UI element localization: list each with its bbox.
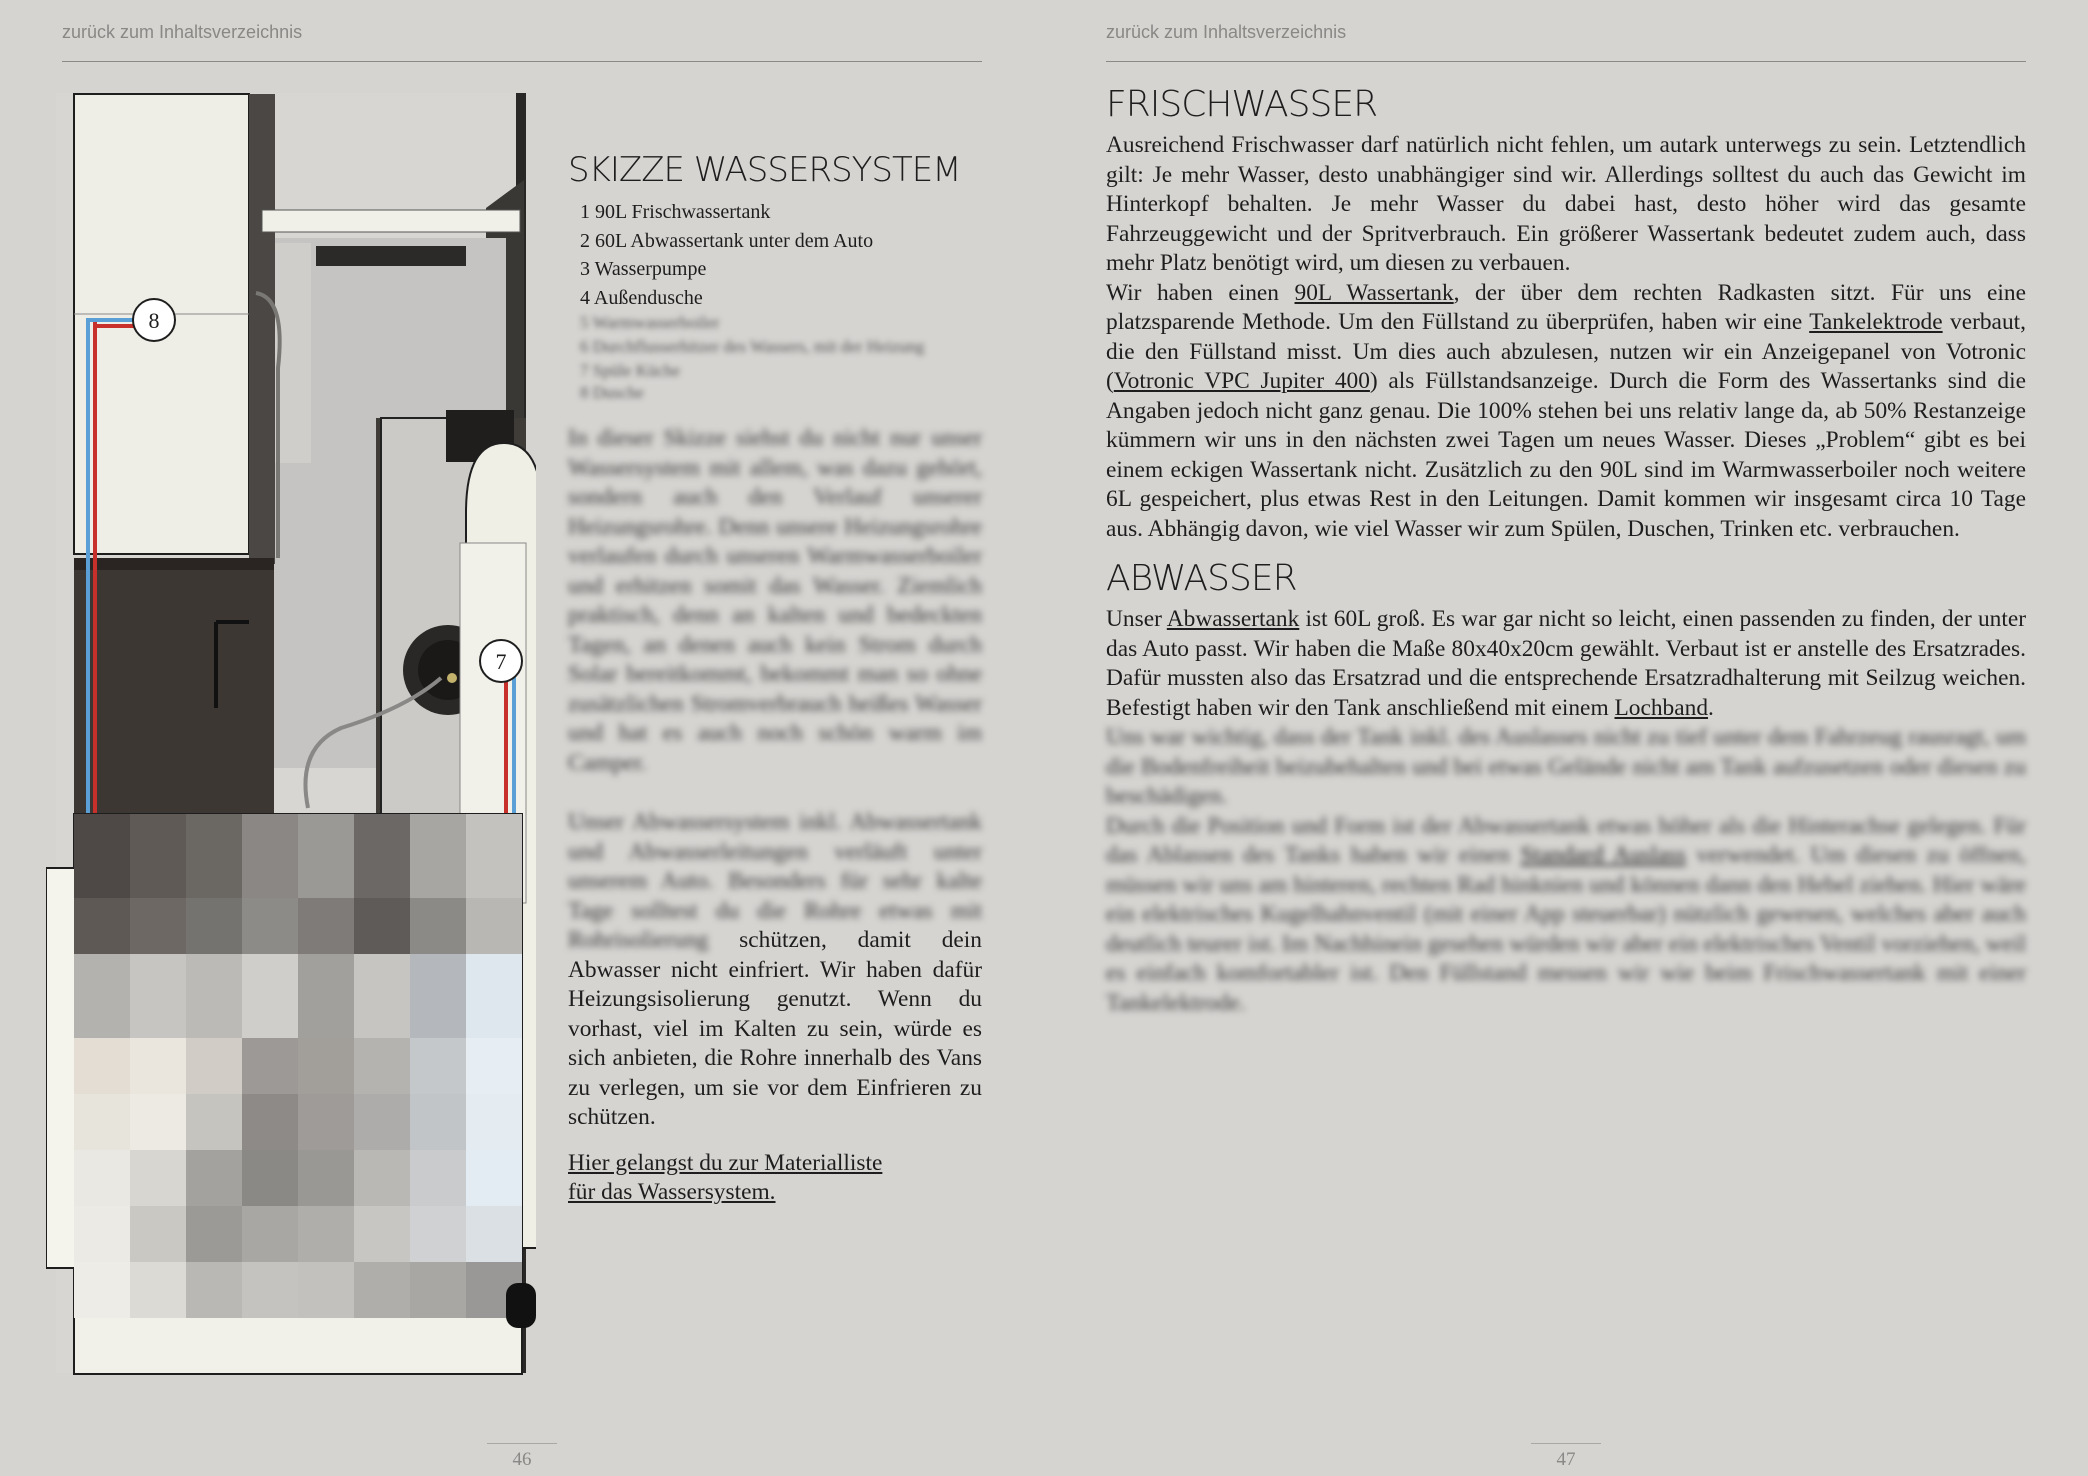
right-text-column xyxy=(1106,84,2026,1018)
wastewater-paragraph-visible: schützen, damit dein Abwasser nicht einfriert. Wir haben dafür Heizungsisolierung genutzt. Wenn du vorhast, viel im Kalten zu sein, würde es sich anbieten, die Rohre innerhalb des Vans zu verlegen, um sie vor dem Einfrieren zu schützen. xyxy=(568,927,982,1130)
legend-item: 8 Dusche xyxy=(580,383,644,402)
text-span: Unser xyxy=(1106,606,1167,632)
abwasser-paragraph-2: Uns war wichtig, dass der Tank inkl. des Auslasses nicht zu tief unter dem Fahrzeug rausragt, um die Bodenfreiheit beizubehalten und bei etwas Gelände nicht am Tank aufzusetzen oder diesen zu beschädigen. xyxy=(1106,724,2026,809)
heating-paragraph: In dieser Skizze siehst du nicht nur unser Wassersystem mit allem, was dazu gehört, sondern auch den Verlauf unserer Heizungsrohre. Denn unsere Heizungsrohre verlaufen durch unseren Warmwasserboiler und erhitzen somit das Wasser. Ziemlich praktisch, denn an kalten und bedeckten Tagen, an denen auch kein Strom durch Solar bereitkommt, bekommt man so ohne zusätzlichen Stromverbrauch heißes Wasser und hat es auch noch schön warm im Camper. xyxy=(568,425,982,776)
frischwasser-paragraph-2 xyxy=(1106,279,2026,545)
tankelektrode-link[interactable]: Tankelektrode xyxy=(1809,309,1943,335)
text-span: , der über dem rechten Radkasten sitzt. Für uns eine platzsparende Methode. Um den Füllstand zu überprüfen, haben wir eine xyxy=(1106,279,2026,335)
left-text-column xyxy=(568,150,982,1208)
votronic-link[interactable]: Votronic VPC Jupiter 400 xyxy=(1113,368,1370,394)
header-rule xyxy=(1106,61,2026,62)
back-to-toc-link[interactable]: zurück zum Inhaltsverzeichnis xyxy=(1106,22,1347,42)
standard-auslass-link[interactable]: Standard Auslass xyxy=(1520,842,1686,868)
back-to-toc-link[interactable]: zurück zum Inhaltsverzeichnis xyxy=(62,22,303,42)
marker-7-label: 7 xyxy=(495,649,507,674)
legend-item: 5 Warmwasserboiler xyxy=(580,313,720,332)
right-page xyxy=(1044,0,2088,1476)
material-link-block xyxy=(568,1149,982,1208)
frischwasser-paragraph-1: Ausreichend Frischwasser darf natürlich nicht fehlen, um autark unterwegs zu sein. Letztendlich gilt: Je mehr Wasser, desto unabhängiger sind wir. Allerdings solltest du auch das Gewicht im Hinterkopf behalten. Je mehr Wasser du dabei hast, desto höher wird das gesamte Fahrzeuggewicht und der Spritverbrauch. Ein größerer Wassertank bedeutet zudem auch, dass mehr Platz benötigt wird, um diesen zu verbauen. xyxy=(1106,132,2026,276)
abwassertank-link[interactable]: Abwassertank xyxy=(1166,606,1300,632)
page-number: 46 xyxy=(487,1443,557,1471)
text-span: verwendet. Um diesen zu öffnen, müssen wir uns am hinteren, rechten Rad hinknien und können dann den Hebel ziehen. Hier wäre ein elektrisches Kugelhahnventil (mit einer App steuerbar) nützlich gewesen, welches aber auch deutlich teurer ist. Im Nachhinein gesehen würden wir aber ein elektrisches Ventil vorziehen, weil es einfach komfortabler ist. Den Füllstand messen wir wie beim Frischwassertank mit einer Tankelektrode. xyxy=(1106,842,2027,1016)
legend-item: 7 Spüle Küche xyxy=(580,361,681,380)
legend-list xyxy=(568,198,982,404)
legend-item: 2 60L Abwassertank unter dem Auto xyxy=(580,229,874,252)
legend-item: 3 Wasserpumpe xyxy=(580,258,707,280)
text-span: Wir haben einen xyxy=(1106,279,1295,306)
legend-item: 1 90L Frischwassertank xyxy=(580,201,771,223)
text-span: . xyxy=(1708,694,1714,721)
abwasser-paragraph-3 xyxy=(1106,812,2026,1019)
text-span: ) als Füllstandsanzeige. Durch die Form des Wassertanks sind die Angaben jedoch nicht ganz genau. Die 100% stehen bei uns relativ lange da, ab 50% Restanzeige kümmern wir uns in den nächsten zwei Tagen um neues Wasser. Dieses „Problem“ gibt es bei einem eckigen Wassertank nicht. Zusätzlich zu den 90L sind im Warmwasserboiler noch weitere 6L gespeichert, plus etwas Rest in den Leitungen. Damit kommen wir insgesamt circa 10 Tage aus. Abhängig davon, wie viel Wasser wir zum Spülen, Duschen, Trinken etc. verbrauchen. xyxy=(1106,368,2026,542)
abwasser-paragraph-1 xyxy=(1106,605,2026,723)
frischwasser-heading: FRISCHWASSER xyxy=(1106,84,1378,125)
sketch-heading: SKIZZE WASSERSYSTEM xyxy=(568,150,961,190)
wastewater-paragraph-blurred: Unser Abwassersystem inkl. Abwassertank und Abwasserleitungen verläuft unter unserem Auto. Besonders für sehr kalte Tage solltest du die Rohre etwas mit Rohrisolierung xyxy=(568,809,982,953)
header-rule xyxy=(62,61,982,62)
wastewater-paragraph xyxy=(568,808,982,1133)
text-span: Durch die Position und Form ist der Abwassertank etwas höher als die Hinterachse gelegen. Für das Ablassen des Tanks haben wir einen xyxy=(1106,812,2026,868)
water-system-sketch xyxy=(46,88,536,1388)
marker-8-label: 8 xyxy=(148,308,160,333)
text-span: ist 60L groß. Es war gar nicht so leicht, einen passenden zu finden, der unter das Auto passt. Wir haben die Maße 80x40x20cm gewählt. Verbaut ist er anstelle des Ersatzrades. Dafür mussten also das Ersatzrad und die entsprechende Ersatzradhalterung mit Seilzug weichen. Befestigt haben wir den Tank anschließend mit einem xyxy=(1106,606,2027,721)
legend-item: 6 Durchflusserhitzer des Wassers, mit der Heizung xyxy=(580,337,925,356)
page-number: 47 xyxy=(1531,1443,1601,1471)
text-span: verbaut, die den Füllstand misst. Um dies auch abzulesen, nutzen wir ein Anzeigepanel von Votronic ( xyxy=(1106,309,2026,394)
material-list-link-2[interactable]: für das Wassersystem. xyxy=(568,1179,776,1205)
abwasser-heading: ABWASSER xyxy=(1106,558,1297,599)
pixelated-region xyxy=(46,814,522,1374)
lochband-link[interactable]: Lochband xyxy=(1614,694,1709,721)
material-list-link-1[interactable]: Hier gelangst du zur Materialliste xyxy=(568,1149,883,1176)
legend-item: 4 Außendusche xyxy=(580,286,703,309)
wassertank-link[interactable]: 90L Wassertank xyxy=(1294,279,1454,306)
